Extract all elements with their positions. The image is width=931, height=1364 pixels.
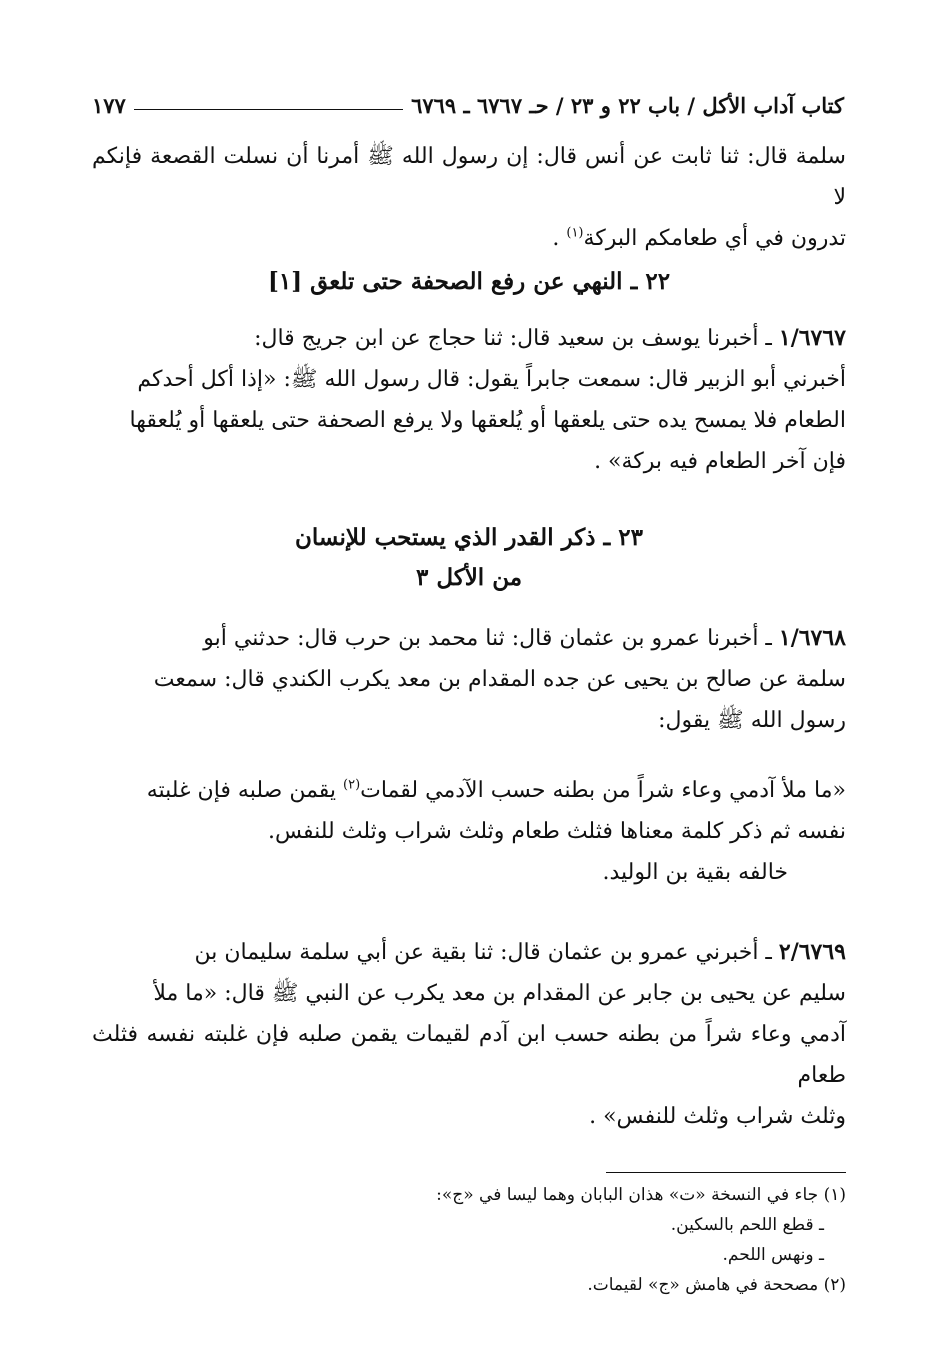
header-title: كتاب آداب الأكل / باب ٢٢ و ٢٣ / حـ ٦٧٦٧ ـ ٦٧٦٩ bbox=[411, 93, 844, 118]
intro-line-2-text: تدرون في أي طعامكم البركة bbox=[583, 226, 846, 251]
hadith-6768-line-1 bbox=[92, 618, 846, 659]
hadith-6769-line-2: سليم عن يحيى بن جابر عن المقدام بن معد يكرب عن النبي ﷺ قال: «ما ملأ bbox=[153, 981, 846, 1006]
footnote-ref-2: (٢) bbox=[343, 777, 361, 793]
quote-line-2: نفسه ثم ذكر كلمة معناها فثلث طعام وثلث شراب وثلث للنفس. bbox=[267, 819, 846, 844]
hadith-6767-line-4: فإن آخر الطعام فيه بركة» . bbox=[594, 449, 846, 474]
hadith-6767-line-3: الطعام فلا يمسح يده حتى يلعقها أو يُلعقها ولا يرفع الصحفة حتى يلعقها أو يُلعقها bbox=[129, 408, 846, 433]
page-number: ١٧٧ bbox=[92, 93, 126, 118]
hadith-6768-line-3: رسول الله ﷺ يقول: bbox=[658, 708, 846, 733]
chapter-23-heading-line-2: من الأكل ٣ bbox=[415, 564, 523, 591]
hadith-6767-line-2: أخبرني أبو الزبير قال: سمعت جابراً يقول: قال رسول الله ﷺ: «إذا أكل أحدكم bbox=[137, 367, 846, 392]
hadith-6768 bbox=[92, 618, 846, 741]
footnote-1-item-2: ـ ونهس اللحم. bbox=[722, 1245, 824, 1265]
footnote-1-item-1: ـ قطع اللحم بالسكين. bbox=[670, 1215, 824, 1235]
hadith-6767-number: ١/٦٧٦٧ bbox=[778, 325, 846, 351]
hadith-6769-line-1-text: ـ أخبرني عمرو بن عثمان قال: ثنا بقية عن أبي سلمة سليمان بن bbox=[194, 940, 779, 965]
intro-paragraph bbox=[92, 136, 846, 259]
quote-line-1-b: يقمن صلبه فإن غلبته bbox=[146, 778, 344, 803]
quote-line-1 bbox=[92, 770, 846, 811]
intro-line-2-end: . bbox=[552, 226, 567, 251]
hadith-6769 bbox=[92, 932, 846, 1137]
hadith-6768-quote bbox=[92, 770, 846, 893]
footnote-2: (٢) مصححة في هامش «ج» لقيمات. bbox=[587, 1275, 846, 1295]
chapter-22-heading: ٢٢ ـ النهي عن رفع الصحفة حتى تلعق [١] bbox=[267, 268, 671, 295]
footnotes bbox=[300, 1180, 846, 1300]
header-rule bbox=[134, 109, 403, 110]
chapter-23-heading-line-1: ٢٣ ـ ذكر القدر الذي يستحب للإنسان bbox=[295, 524, 643, 551]
hadith-6769-number: ٢/٦٧٦٩ bbox=[778, 939, 846, 965]
hadith-6769-line-1 bbox=[92, 932, 846, 973]
intro-line-1: سلمة قال: ثنا ثابت عن أنس قال: إن رسول الله ﷺ أمرنا أن نسلت القصعة فإنكم لا bbox=[92, 144, 846, 210]
hadith-6768-line-2: سلمة عن صالح بن يحيى عن جده المقدام بن معد يكرب الكندي قال: سمعت bbox=[153, 667, 846, 692]
footnote-ref-1: (١) bbox=[566, 225, 584, 241]
quote-note-line: خالفه بقية بن الوليد. bbox=[602, 860, 788, 885]
hadith-6768-line-1-text: ـ أخبرنا عمرو بن عثمان قال: ثنا محمد بن حرب قال: حدثني أبو bbox=[203, 626, 779, 651]
quote-line-1-a: «ما ملأ آدمي وعاء شراً من بطنه حسب الآدمي لقمات bbox=[360, 778, 846, 803]
footnote-separator bbox=[606, 1172, 846, 1173]
hadith-6769-line-3: آدمي وعاء شراً من بطنه حسب ابن آدم لقيمات يقمن صلبه فإن غلبته نفسه فثلث طعام bbox=[92, 1022, 847, 1088]
chapter-23-heading bbox=[92, 518, 846, 598]
hadith-6767-line-1-text: ـ أخبرنا يوسف بن سعيد قال: ثنا حجاج عن ابن جريج قال: bbox=[254, 326, 779, 351]
footnote-1: (١) جاء في النسخة «ت» هذان البابان وهما ليسا في «ج»: bbox=[436, 1185, 846, 1205]
hadith-6768-number: ١/٦٧٦٨ bbox=[778, 625, 846, 651]
intro-line-2 bbox=[92, 218, 846, 259]
hadith-6767-line-1 bbox=[92, 318, 846, 359]
hadith-6769-line-4: وثلث شراب وثلث للنفس» . bbox=[589, 1104, 846, 1129]
hadith-6767 bbox=[92, 318, 846, 482]
running-header bbox=[92, 78, 844, 118]
